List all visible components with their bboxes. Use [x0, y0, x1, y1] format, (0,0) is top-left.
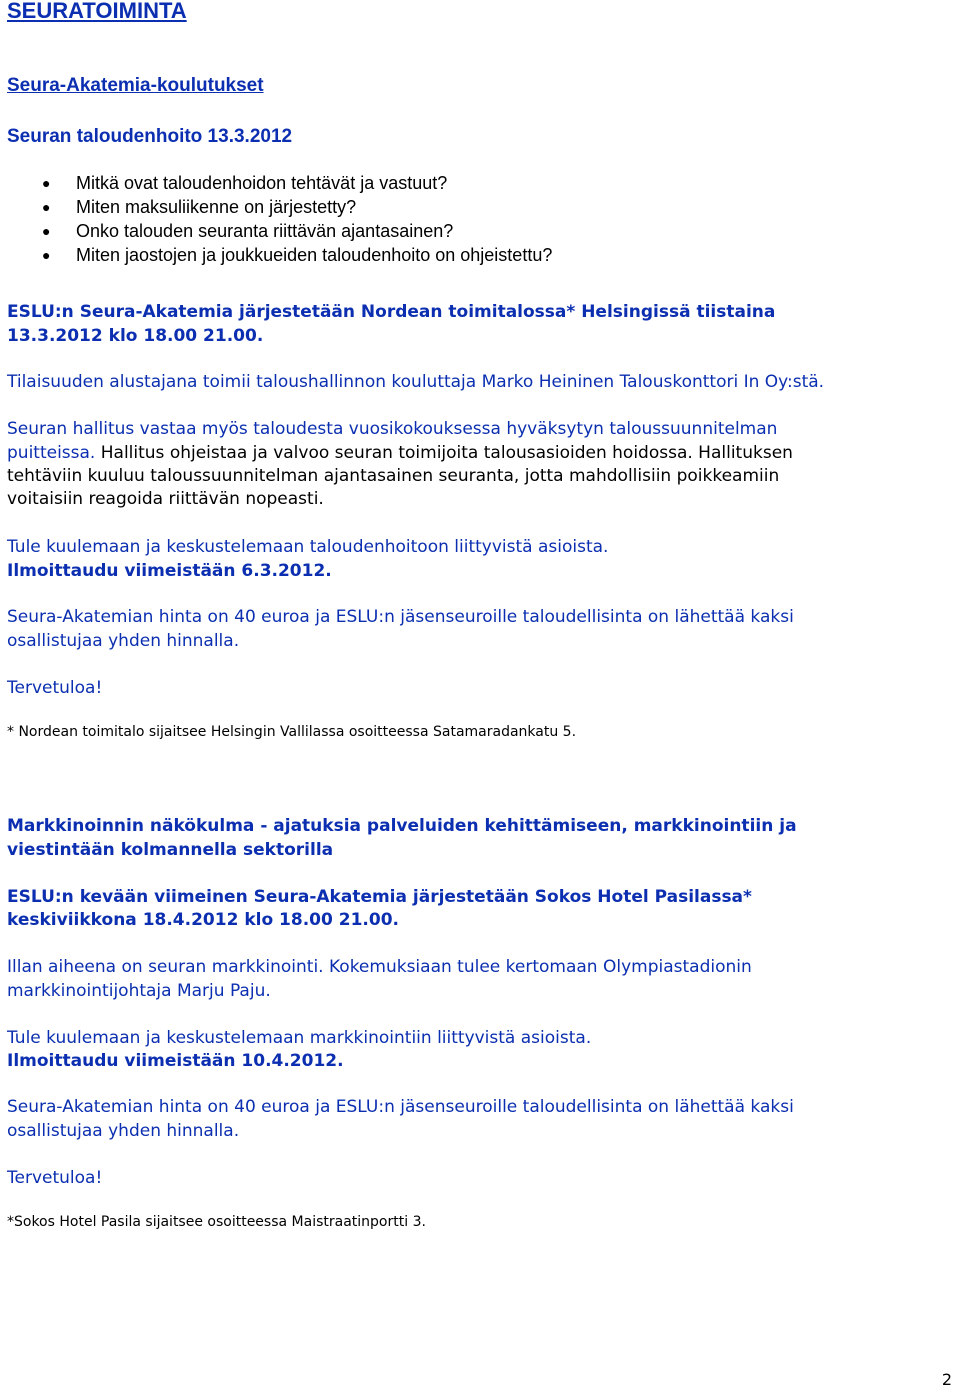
- section-link-seura-akatemia[interactable]: Seura-Akatemia-koulutukset: [7, 75, 264, 96]
- bullet-icon: ●: [42, 199, 51, 215]
- course-title-taloudenhoito: Seuran taloudenhoito 13.3.2012: [7, 126, 293, 147]
- bullet-icon: ●: [42, 247, 51, 263]
- list-item: ● Miten jaostojen ja joukkueiden taloudenhoito on ohjeistettu?: [42, 245, 553, 265]
- event-info-1-line1: ESLU:n Seura-Akatemia järjestetään Nordean toimitalossa* Helsingissä tiistaina: [7, 302, 776, 322]
- list-item: ● Mitkä ovat taloudenhoidon tehtävät ja vastuut?: [42, 173, 448, 193]
- footnote-2: *Sokos Hotel Pasila sijaitsee osoitteessa Maistraatinportti 3.: [7, 1214, 426, 1230]
- bullet-icon: ●: [42, 223, 51, 239]
- board-text-line1: Seuran hallitus vastaa myös taloudesta vuosikokouksessa hyväksytyn taloussuunnitelman: [7, 419, 778, 439]
- register-deadline-1: Ilmoittaudu viimeistään 6.3.2012.: [7, 561, 332, 581]
- board-text-line4: voitaisiin reagoida riittävän nopeasti.: [7, 489, 324, 509]
- question-list: [0, 171, 552, 267]
- invite-text-1: Tule kuulemaan ja keskustelemaan taloudenhoitoon liittyvistä asioista.: [7, 537, 609, 557]
- topic-text-line1: Illan aiheena on seuran markkinointi. Kokemuksiaan tulee kertomaan Olympiastadionin: [7, 957, 752, 977]
- price-text-1-line2: osallistujaa yhden hinnalla.: [7, 631, 240, 651]
- page-number: 2: [941, 1370, 952, 1389]
- register-deadline-2: Ilmoittaudu viimeistään 10.4.2012.: [7, 1051, 344, 1071]
- list-item: ● Miten maksuliikenne on järjestetty?: [42, 197, 357, 217]
- topic-text-line2: markkinointijohtaja Marju Paju.: [7, 981, 271, 1001]
- welcome-2: Tervetuloa!: [7, 1168, 103, 1188]
- event-info-1-line2: 13.3.2012 klo 18.00 21.00.: [7, 326, 264, 346]
- board-text-line3: tehtäviin kuuluu taloussuunnitelman ajantasainen seuranta, jotta mahdollisiin poikkeamiin: [7, 466, 780, 486]
- event-info-2-line1: ESLU:n kevään viimeinen Seura-Akatemia järjestetään Sokos Hotel Pasilassa*: [7, 887, 752, 907]
- board-text-line2: puitteissa. Hallitus ohjeistaa ja valvoo seuran toimijoita talousasioiden hoidossa. Hallituksen: [7, 443, 793, 463]
- list-item: ● Onko talouden seuranta riittävän ajantasainen?: [42, 221, 454, 241]
- price-text-2-line1: Seura-Akatemian hinta on 40 euroa ja ESLU:n jäsenseuroille taloudellisinta on lähettää kaksi: [7, 1097, 794, 1117]
- section2-title-line1: Markkinoinnin näkökulma - ajatuksia palveluiden kehittämiseen, markkinointiin ja: [7, 816, 797, 836]
- footnote-1: * Nordean toimitalo sijaitsee Helsingin Vallilassa osoitteessa Satamaradankatu 5.: [7, 724, 577, 740]
- bullet-icon: ●: [42, 175, 51, 191]
- section2-title-line2: viestintään kolmannella sektorilla: [7, 840, 334, 860]
- host-info: Tilaisuuden alustajana toimii taloushallinnon kouluttaja Marko Heininen Talouskonttori In Oy:stä.: [7, 372, 825, 392]
- invite-text-2: Tule kuulemaan ja keskustelemaan markkinointiin liittyvistä asioista.: [7, 1028, 592, 1048]
- price-text-2-line2: osallistujaa yhden hinnalla.: [7, 1121, 240, 1141]
- price-text-1-line1: Seura-Akatemian hinta on 40 euroa ja ESLU:n jäsenseuroille taloudellisinta on lähettää kaksi: [7, 607, 794, 627]
- page-heading[interactable]: SEURATOIMINTA: [7, 0, 187, 23]
- welcome-1: Tervetuloa!: [7, 678, 103, 698]
- event-info-2-line2: keskiviikkona 18.4.2012 klo 18.00 21.00.: [7, 910, 399, 930]
